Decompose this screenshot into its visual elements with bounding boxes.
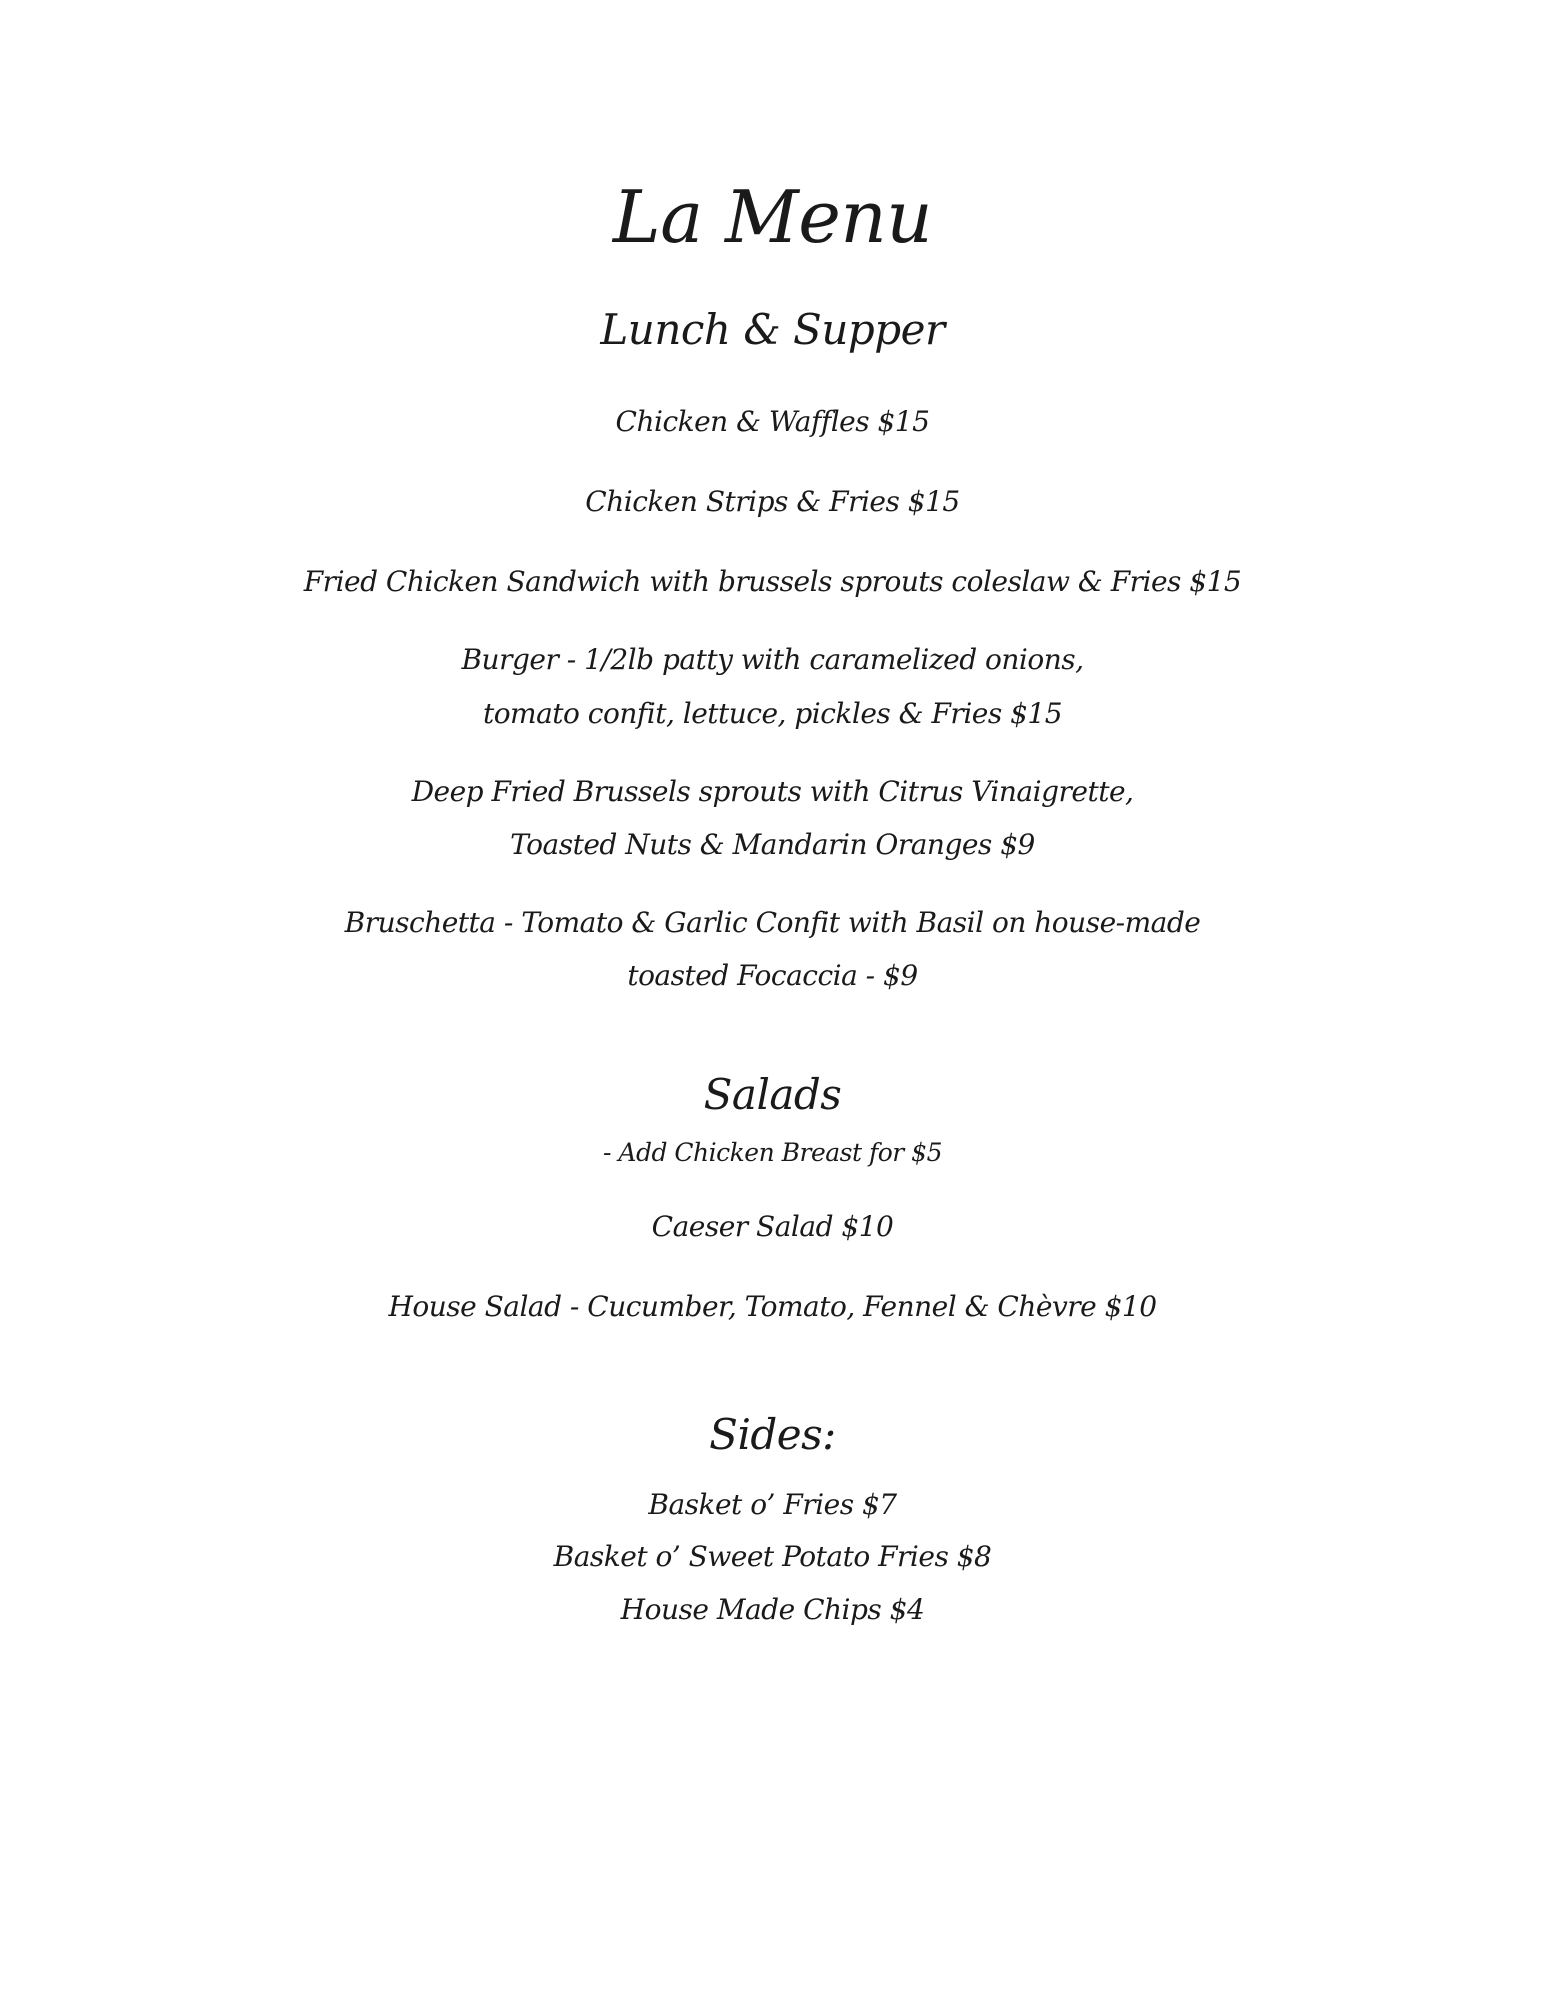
menu-item-house-chips: House Made Chips $4 — [620, 1593, 925, 1626]
menu-item-sweet-potato-fries: Basket o’ Sweet Potato Fries $8 — [553, 1540, 992, 1573]
menu-item-chicken-waffles: Chicken & Waffles $15 — [615, 405, 930, 438]
salads-add-chicken-note: - Add Chicken Breast for $5 — [603, 1138, 942, 1167]
lunch-supper-heading: Lunch & Supper — [600, 305, 945, 354]
menu-item-bruschetta-line-2: toasted Focaccia - $9 — [627, 959, 918, 992]
menu-item-fried-chicken-sandwich: Fried Chicken Sandwich with brussels sprouts coleslaw & Fries $15 — [303, 565, 1242, 598]
menu-item-chicken-strips: Chicken Strips & Fries $15 — [585, 485, 960, 518]
menu-item-burger-line-2: tomato confit, lettuce, pickles & Fries $15 — [482, 697, 1063, 730]
menu-item-brussels-line-2: Toasted Nuts & Mandarin Oranges $9 — [510, 828, 1035, 861]
salads-heading: Salads — [703, 1070, 842, 1119]
menu-item-burger-line-1: Burger - 1/2lb patty with caramelized onions, — [461, 643, 1084, 676]
menu-item-house-salad: House Salad - Cucumber, Tomato, Fennel & Chèvre $10 — [388, 1290, 1157, 1323]
menu-item-bruschetta-line-1: Bruschetta - Tomato & Garlic Confit with Basil on house-made — [344, 906, 1201, 939]
menu-item-brussels-line-1: Deep Fried Brussels sprouts with Citrus Vinaigrette, — [411, 775, 1134, 808]
menu-item-basket-fries: Basket o’ Fries $7 — [648, 1488, 897, 1521]
sides-heading: Sides: — [709, 1410, 836, 1459]
menu-title: La Menu — [612, 175, 933, 259]
menu-item-caeser-salad: Caeser Salad $10 — [651, 1210, 894, 1243]
